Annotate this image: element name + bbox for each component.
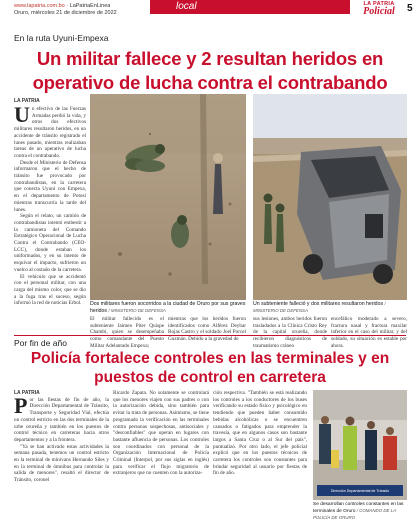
story1-col1-text: n efectivo de las Fuerzas Armadas perdió la vida, y otros dos efectivos militares resultaron heridos, en un accidente de tránsito registrado el lunes pasado, mientras realizaban tareas de un operativo de lucha contra el contrabando. — [14, 106, 86, 159]
page-number: 5 — [407, 3, 413, 14]
website-link[interactable]: www.lapatria.com.bo — [14, 3, 65, 9]
story1-photo-vehicle — [253, 94, 407, 300]
story1-caption-1-credit: / MINISTERIO DE DEFENSA — [108, 307, 166, 313]
story2-caption-text: Se desarrollan controles constantes en las terminales de Oruro — [313, 502, 404, 514]
brand-top: LA PATRIA — [363, 1, 395, 7]
story2-caption-credit: / COMANDO DE LA POLICÍA DE ORURO — [313, 507, 396, 520]
story1-column-2: El militar fallecido es el subteniente Jaimen Piter Quispe Chambi, quien se desempeñaba como comandante del Puesto Militar Adelantado Empexa; — [90, 316, 164, 349]
section-divider — [14, 335, 406, 336]
story1-caption-2-credit: / MINISTERIO DE DEFENSA — [253, 301, 386, 313]
story2-col1-p2: "Ya se han activado estas actividades la semana pasada, tenemos un control estricto en la terminal de minivans Hernando Siles y en la terminal de ómnibus para controlar la salida de menores", resaltó el director de Tránsito, coronel — [14, 443, 109, 484]
story2-caption — [313, 502, 407, 521]
story2-dropcap: P — [14, 392, 28, 418]
story1-dropcap: U — [14, 102, 30, 127]
story1-col1-p2: Desde el Ministerio de Defensa informaron que el hecho de tránsito fue provocado por contrabandistas, en la carretera que conecta Uyuni con Empexa, en el departamento de Potosí mientras transcurría la tarde del lunes. — [14, 159, 86, 213]
story2-photo-terminal — [313, 390, 407, 500]
masthead-info: www.lapatria.com.bo · LaPatriaEnLinea Oruro, miércoles 21 de diciembre de 2022 — [14, 3, 117, 16]
social-handle[interactable]: LaPatriaEnLinea — [69, 3, 111, 9]
soldiers-photo-illustration — [90, 94, 246, 300]
date-line: Oruro, miércoles 21 de diciembre de 2022 — [14, 10, 117, 16]
story2-column-3: ción respectiva. "También se está realizando los controles a los conductores de los buses verificando su estado físico y psicológico en tendiendo que pueden haber consumido bebidas alcohólicas o se encuentren cansados o fatigados para emprender la travesía, que en algunos casos son bastante largos a Santa Cruz o al Sur del país", puntualizó. Por otro lado, el jefe policial explicó que en los puestos técnicos de carretera los controles son constantes para brindar seguridad al usuario por fiestas de fin de año. — [213, 390, 307, 477]
story1-caption-1 — [90, 301, 246, 314]
masthead — [0, 0, 420, 30]
story2-column-2: Ricardo Zapata. No solamente se controlará que los menores viajen con sus padres o con la autorización debida, sino también para evitar la trata de personas. Asimismo, se tiene programado la verificación en las terminales contra personas sospechosas, antisociales y "desconfiables" que operan en lugares con bastante afluencia de personas. Los controles son coordinados con personal de la Organización Internacional de Policía Criminal (Interpol, por sus siglas en inglés) para verificar el flujo migratorio de extranjeros que no cuenten con la autoriza- — [113, 390, 209, 477]
story1-byline: LA PATRIA — [14, 98, 40, 104]
story1-headline: Un militar fallece y 2 resultan heridos en operativo de lucha contra el contrabando — [32, 48, 388, 93]
story1-column-5: encefálico moderado a severo, fractura nasal y fractura maxilar inferior en el caso del militar, y del soldado, su situación es estable por ahora. — [331, 316, 407, 349]
story1-caption-2 — [253, 301, 407, 314]
story1-column-4: sus lesiones, ambos heridos fueron trasladados a la Clínica Cristo Rey de la capital orureña, donde recibieron diagnósticos de traumatismo cráneo — [253, 316, 327, 349]
terminal-photo-illustration — [313, 390, 407, 500]
story1-column-1 — [14, 102, 86, 307]
section-label: local — [176, 1, 197, 12]
brand-logo — [353, 1, 405, 17]
story1-col1-p3: Según el relato, un camión de contrabandistas intentó embestir a la camioneta del Comando Estratégico Operacional de Lucha Contra el Contrabando (CEO-LCC), donde estaban los uniformados, y en su intento de esquivar el impacto, sufrieron un vuelco al costado de la carretera. — [14, 213, 86, 273]
story2-byline: LA PATRIA — [14, 390, 40, 396]
story1-caption-2-text: Un subteniente falleció y dos militares resultaron heridos — [253, 301, 384, 307]
story1-col1-p4: El vehículo que se accidentó con el personal militar, con una carga del mismo color, que se dio a la fuga tras el suceso, según informó la red de noticias Erbol. — [14, 273, 86, 307]
brand-bottom: Policial — [363, 6, 395, 17]
section-tab — [150, 0, 350, 14]
story2-column-1 — [14, 390, 109, 484]
vehicle-photo-illustration — [253, 94, 407, 300]
story1-caption-1-text: Dos militares fueron socorridos a la ciudad de Oruro por sus graves heridos — [90, 301, 246, 314]
story1-photo-soldiers — [90, 94, 246, 300]
story2-kicker: Por fin de año — [14, 338, 67, 348]
terminal-banner-text: Dirección Departamental de Tránsito — [330, 489, 390, 493]
story1-column-3: mientras que los heridos fueron identificados como Alférez Deybar Rojas Castro y el soldado Joel Porcel Guzmán. Debido a la gravedad de — [168, 316, 246, 343]
story2-headline: Policía fortalece controles en las terminales y en puestos de control en carretera — [30, 350, 390, 386]
story2-col1-text: or las fiestas de fin de año, la Dirección Departamental de Tránsito, Transporte y Seguridad Vial, efectúa un control estricto en las dos terminales de la urbe orureña y también en los puestos de control técnico en carreteras hacia otros departamentos y a la frontera. — [14, 396, 109, 443]
story1-kicker: En la ruta Uyuni-Empexa — [14, 33, 109, 43]
